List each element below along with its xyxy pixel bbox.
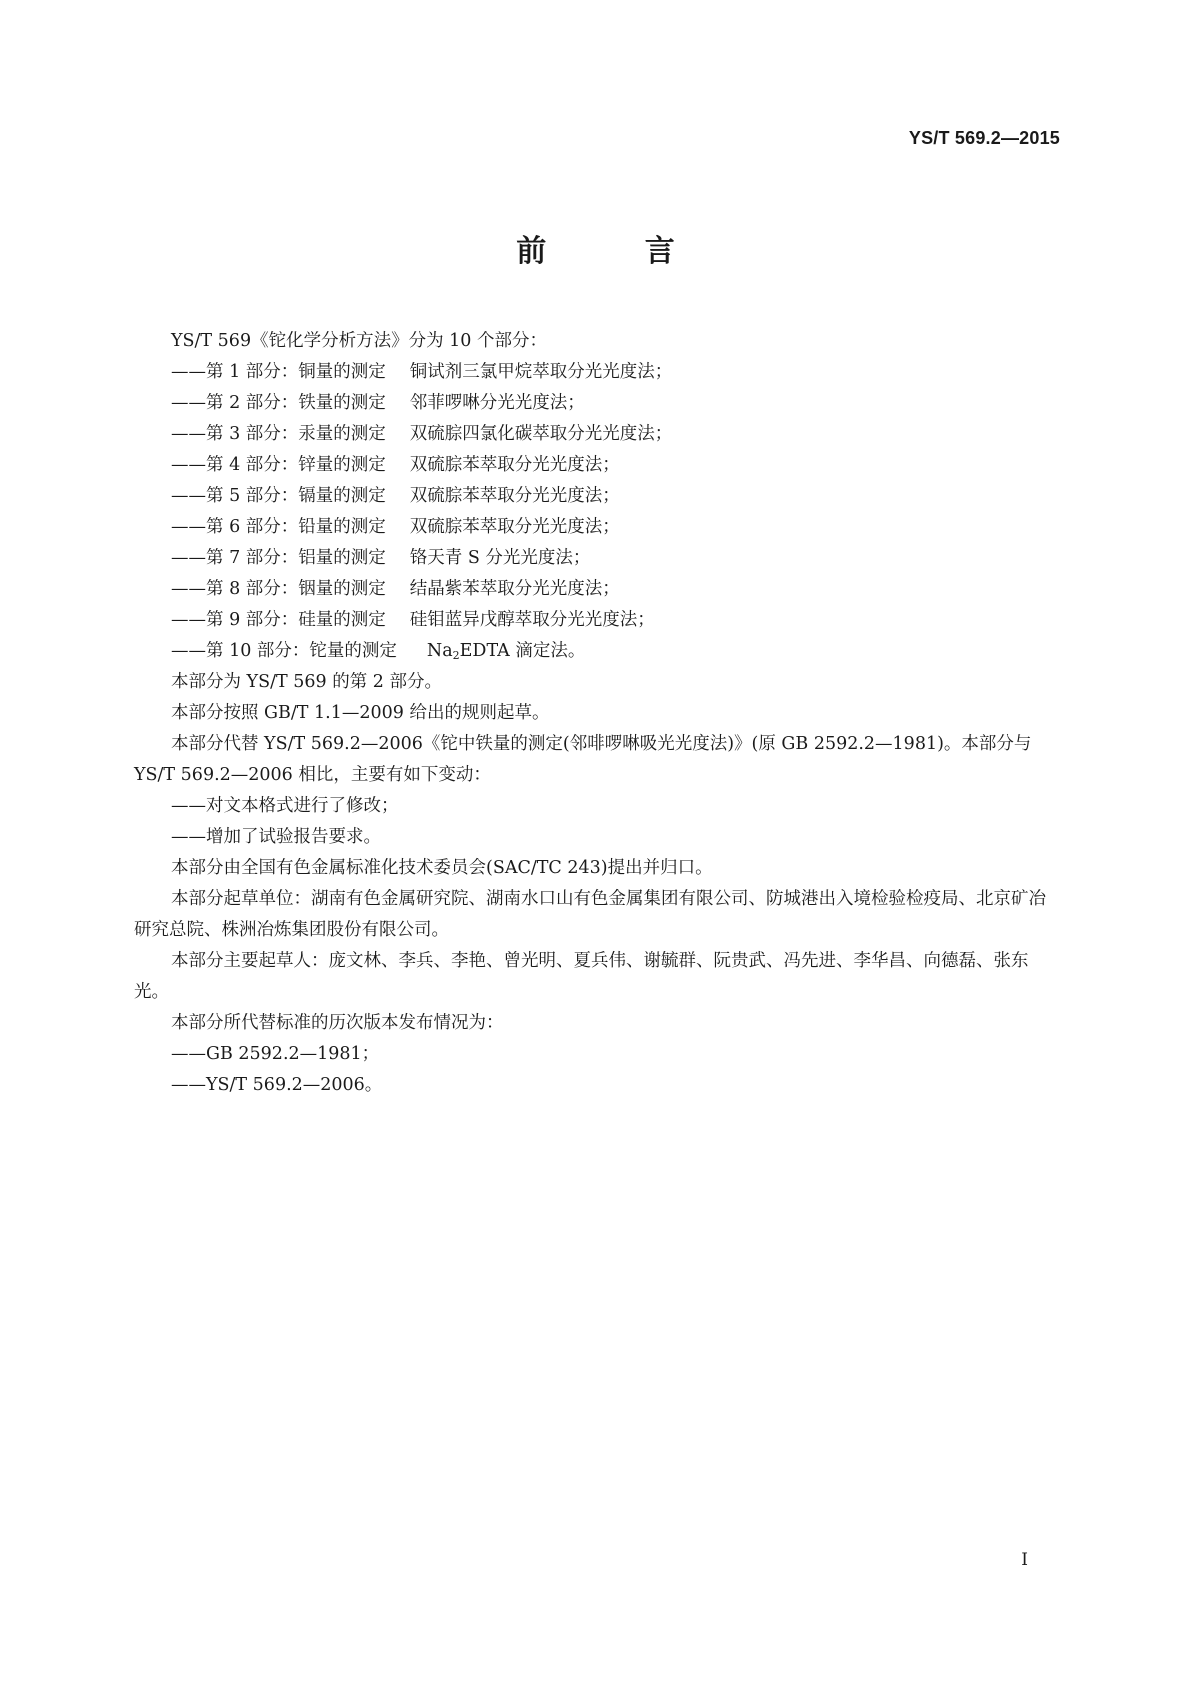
change-item: ——对文本格式进行了修改；: [171, 796, 399, 816]
part-item: ——第 8 部分：铟量的测定 结晶紫苯萃取分光光度法；: [171, 579, 620, 599]
part-item: ——第 5 部分：镉量的测定 双硫腙苯萃取分光光度法；: [171, 486, 620, 506]
proposed-by-paragraph: 本部分由全国有色金属标准化技术委员会(SAC/TC 243)提出并归口。: [171, 858, 713, 878]
document-body: [134, 326, 1060, 1101]
history-paragraph: 本部分所代替标准的历次版本发布情况为：: [171, 1013, 504, 1033]
page-number: I: [1021, 1550, 1028, 1570]
part-item: ——第 3 部分：汞量的测定 双硫腙四氯化碳萃取分光光度法；: [171, 424, 673, 444]
drafters-paragraph: 本部分主要起草人：庞文林、李兵、李艳、曾光明、夏兵伟、谢毓群、阮贵武、冯先进、李华昌、向德磊、张东光。: [134, 951, 1029, 1002]
page-title: 前 言: [516, 234, 719, 269]
part-item: ——第 1 部分：铜量的测定 铜试剂三氯甲烷萃取分光光度法；: [171, 362, 673, 382]
part-item: ——第 7 部分：铝量的测定 铬天青 S 分光光度法；: [171, 548, 591, 568]
drafting-units-paragraph: 本部分起草单位：湖南有色金属研究院、湖南水口山有色金属集团有限公司、防城港出入境检验检疫局、北京矿冶研究总院、株洲冶炼集团股份有限公司。: [134, 889, 1046, 940]
intro-paragraph: YS/T 569《铊化学分析方法》分为 10 个部分：: [171, 331, 547, 351]
drafting-rules-paragraph: 本部分按照 GB/T 1.1—2009 给出的规则起草。: [171, 703, 550, 723]
part-item: ——第 6 部分：铅量的测定 双硫腙苯萃取分光光度法；: [171, 517, 620, 537]
part-item: ——第 4 部分：锌量的测定 双硫腙苯萃取分光光度法；: [171, 455, 620, 475]
replaces-paragraph: 本部分代替 YS/T 569.2—2006《铊中铁量的测定(邻啡啰啉吸光光度法)》(原 GB 2592.2—1981)。本部分与 YS/T 569.2—2006 相比，主要有如下变动：: [134, 734, 1032, 785]
change-item: ——增加了试验报告要求。: [171, 827, 381, 847]
standard-code: YS/T 569.2—2015: [908, 128, 1060, 148]
history-item: ——YS/T 569.2—2006。: [171, 1075, 383, 1095]
part-item: ——第 2 部分：铁量的测定 邻菲啰啉分光光度法；: [171, 393, 585, 413]
part-item-10: ——第 10 部分：铊量的测定 $Na_2EDTA$ 滴定法。: [171, 641, 586, 662]
part-of-paragraph: 本部分为 YS/T 569 的第 2 部分。: [171, 672, 442, 692]
part-item: ——第 9 部分：硅量的测定 硅钼蓝异戊醇萃取分光光度法；: [171, 610, 655, 630]
history-item: ——GB 2592.2—1981；: [171, 1044, 380, 1064]
